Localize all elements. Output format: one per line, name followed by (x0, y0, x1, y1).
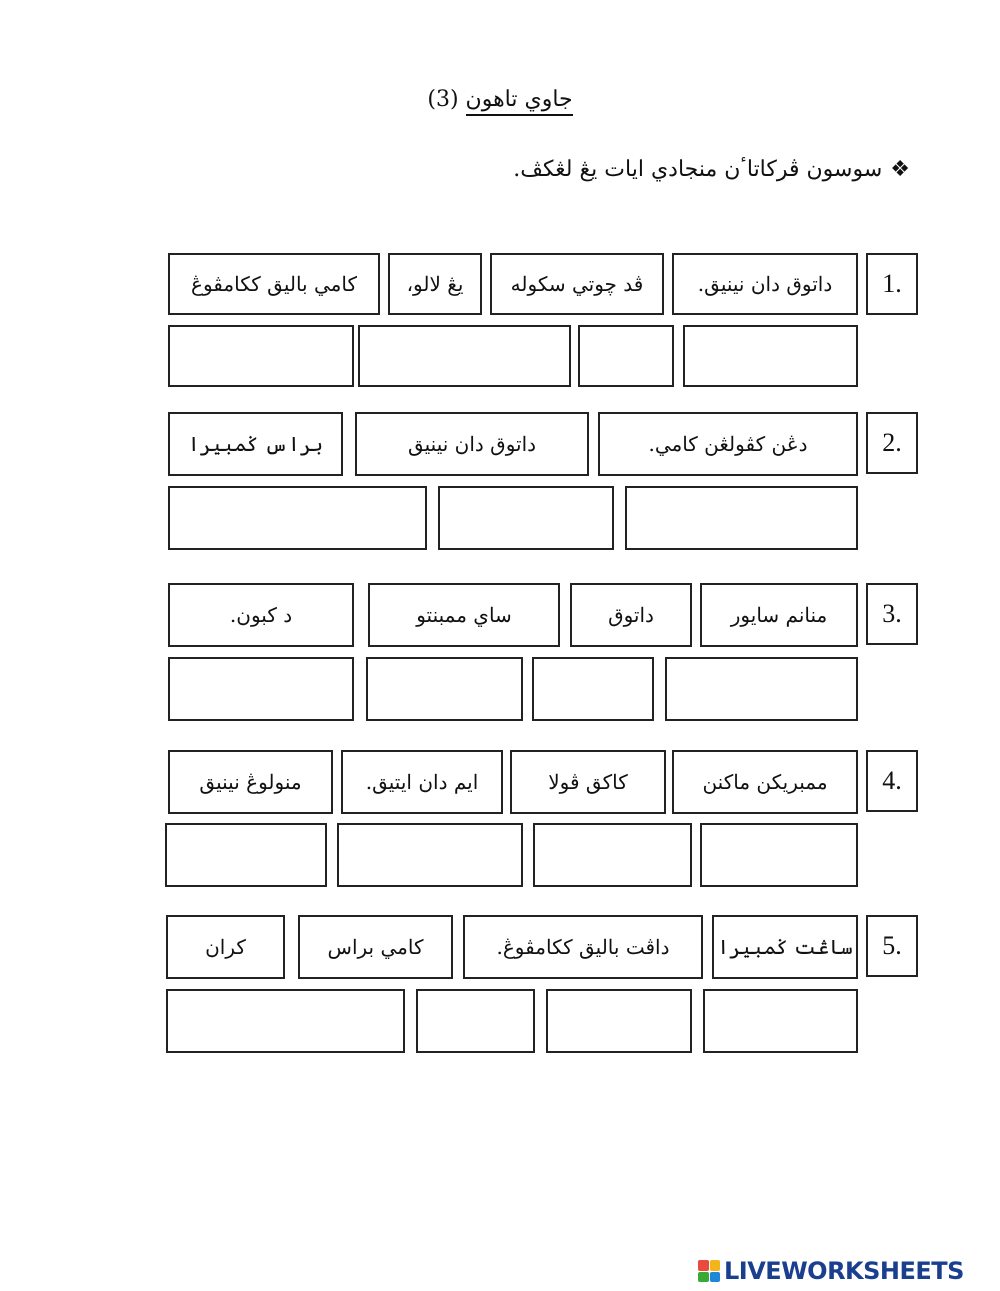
logo-square-red (698, 1260, 709, 1271)
answer-slot-4-3[interactable] (337, 823, 523, 887)
answer-slot-5-2[interactable] (546, 989, 692, 1053)
question-number-3: 3. (866, 583, 918, 645)
logo-square-blue (710, 1272, 721, 1283)
title-main: جاوي تاهون (466, 87, 573, 116)
word-card-3-4[interactable]: د کبون. (168, 583, 354, 647)
diamond-bullet-icon: ❖ (890, 157, 910, 182)
answer-slot-5-4[interactable] (166, 989, 405, 1053)
question-number-1: 1. (866, 253, 918, 315)
logo-square-green (698, 1272, 709, 1283)
question-number-4: 4. (866, 750, 918, 812)
answer-slot-2-1[interactable] (625, 486, 858, 550)
word-card-4-2[interactable]: کاکق ڤولا (510, 750, 666, 814)
word-card-4-3[interactable]: ايم دان ايتيق. (341, 750, 503, 814)
answer-slot-1-1[interactable] (683, 325, 858, 387)
logo-square-yellow (710, 1260, 721, 1271)
answer-slot-3-2[interactable] (532, 657, 654, 721)
answer-slot-1-3[interactable] (358, 325, 571, 387)
word-card-4-1[interactable]: ممبريکن ماکنن (672, 750, 858, 814)
answer-slot-3-3[interactable] (366, 657, 523, 721)
answer-slot-4-4[interactable] (165, 823, 327, 887)
answer-slot-2-3[interactable] (168, 486, 427, 550)
word-card-2-3[interactable]: براس ݢمبيرا (168, 412, 343, 476)
word-card-3-2[interactable]: داتوق (570, 583, 692, 647)
answer-slot-2-2[interactable] (438, 486, 614, 550)
instruction (450, 150, 910, 190)
word-card-3-3[interactable]: ساي ممبنتو (368, 583, 560, 647)
word-card-3-1[interactable]: منانم سايور (700, 583, 858, 647)
liveworksheets-brand (698, 1256, 998, 1286)
word-card-1-1[interactable]: داتوق دان نينيق. (672, 253, 858, 315)
title-number: (3) (427, 87, 459, 112)
word-card-2-2[interactable]: داتوق دان نينيق (355, 412, 589, 476)
answer-slot-1-4[interactable] (168, 325, 354, 387)
worksheet-title (380, 78, 620, 122)
word-card-1-4[interactable]: کامي باليق ککامڤوڠ (168, 253, 380, 315)
instruction-text: سوسون ڤركاتاٴن منجادي ايات يڠ لڠكڤ. (513, 157, 883, 182)
answer-slot-5-1[interactable] (703, 989, 858, 1053)
word-card-2-1[interactable]: دڠن کڤولڠن کامي. (598, 412, 858, 476)
liveworksheets-logo-icon (698, 1260, 720, 1282)
word-card-5-2[interactable]: داڤت باليق ککامڤوڠ. (463, 915, 703, 979)
answer-slot-3-4[interactable] (168, 657, 354, 721)
word-card-1-3[interactable]: يڠ لالو، (388, 253, 482, 315)
brand-text: LIVEWORKSHEETS (724, 1257, 964, 1285)
word-card-5-1[interactable]: ساڠت ݢمبيرا (712, 915, 858, 979)
word-card-1-2[interactable]: ڤد چوتي سکوله (490, 253, 664, 315)
answer-slot-3-1[interactable] (665, 657, 858, 721)
answer-slot-4-2[interactable] (533, 823, 692, 887)
word-card-5-4[interactable]: کران (166, 915, 285, 979)
word-card-4-4[interactable]: منولوڠ نينيق (168, 750, 333, 814)
answer-slot-1-2[interactable] (578, 325, 674, 387)
answer-slot-4-1[interactable] (700, 823, 858, 887)
question-number-5: 5. (866, 915, 918, 977)
word-card-5-3[interactable]: کامي براس (298, 915, 453, 979)
answer-slot-5-3[interactable] (416, 989, 535, 1053)
question-number-2: 2. (866, 412, 918, 474)
